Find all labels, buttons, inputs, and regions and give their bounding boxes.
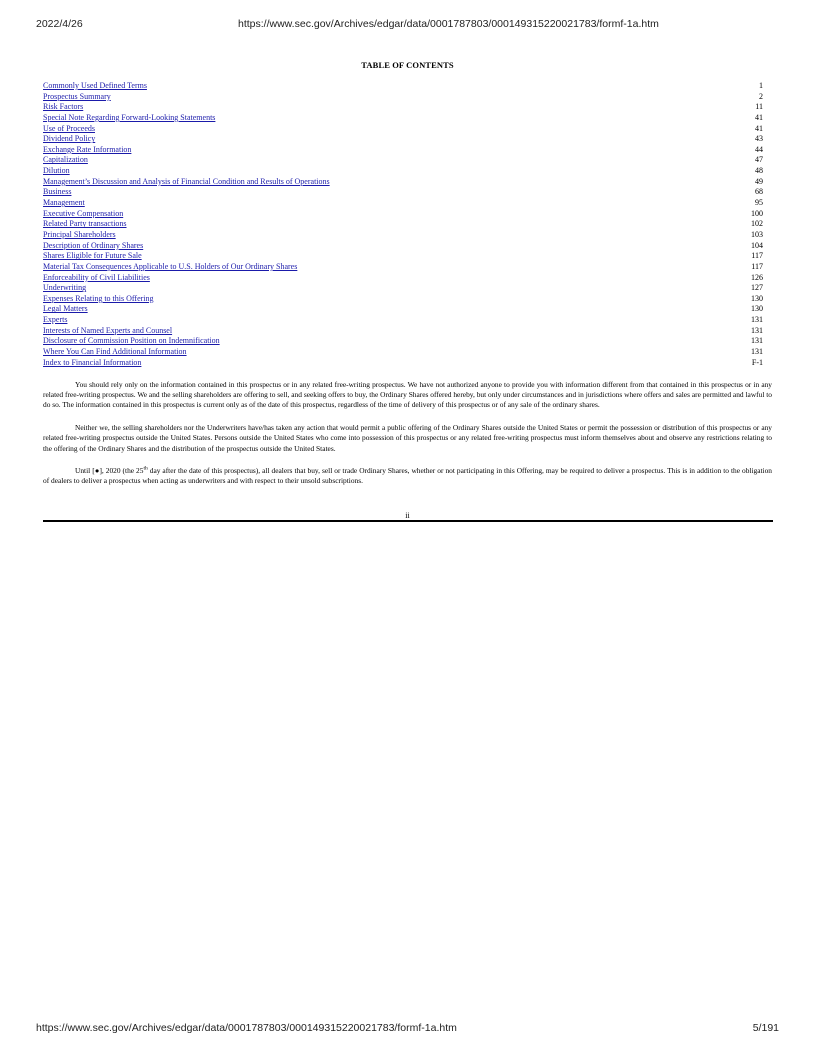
toc-entry bbox=[43, 251, 763, 262]
toc-link[interactable]: Management’s Discussion and Analysis of Financial Condition and Results of Operations bbox=[43, 176, 330, 186]
toc-entry bbox=[43, 134, 763, 145]
toc-entry bbox=[43, 294, 763, 305]
toc-page-number: 131 bbox=[751, 336, 763, 346]
body-text bbox=[43, 380, 772, 499]
paragraph-offering-restrictions: Neither we, the selling shareholders nor the Underwriters have/has taken any action that would permit a public offering of the Ordinary Shares outside the United States or permit the possession or distribution of this prospectus or any related free-writing prospectus outside the United States. Persons outside the United States who come into possession of this prospectus or any related free-writing prospectus must inform themselves about and observe any restrictions relating to the offering of the Ordinary Shares and the distribution of the prospectus outside the United States. bbox=[43, 423, 772, 453]
toc-link[interactable]: Underwriting bbox=[43, 283, 87, 293]
toc-entry bbox=[43, 283, 763, 294]
toc-page-number: 49 bbox=[755, 176, 763, 186]
toc-entry bbox=[43, 145, 763, 156]
toc-page-number: 1 bbox=[759, 81, 763, 90]
toc-entry bbox=[43, 92, 763, 103]
print-header bbox=[0, 18, 815, 32]
toc-entry bbox=[43, 273, 763, 284]
dealer-text-end: day after the date of this prospectus), all dealers that buy, sell or trade Ordinary Shares, whether or not participating in this Offering, may be required to deliver a prospectus. This is in addition to the obligation of dealers to deliver a prospectus when acting as underwriters and with respect to their unsold subscriptions. bbox=[43, 466, 772, 486]
paragraph-dealer-delivery bbox=[43, 466, 772, 486]
toc-entry bbox=[43, 198, 763, 209]
toc-page-number: 117 bbox=[751, 261, 763, 271]
toc-link[interactable]: Principal Shareholders bbox=[43, 229, 116, 239]
toc-page-number: 104 bbox=[751, 240, 763, 250]
toc-link[interactable]: Shares Eligible for Future Sale bbox=[43, 251, 142, 261]
toc-link[interactable]: Description of Ordinary Shares bbox=[43, 240, 144, 250]
toc-entry bbox=[43, 219, 763, 230]
toc-page-number: 131 bbox=[751, 315, 763, 325]
toc-entry bbox=[43, 155, 763, 166]
dealer-text-start: Until [●], 2020 (the 25 bbox=[75, 466, 144, 476]
toc-page-number: 41 bbox=[755, 123, 763, 133]
toc-entry bbox=[43, 347, 763, 358]
toc-link[interactable]: Disclosure of Commission Position on Indemnification bbox=[43, 336, 220, 346]
toc-entry bbox=[43, 81, 763, 92]
ordinal-suffix: th bbox=[143, 465, 148, 472]
toc-entry bbox=[43, 177, 763, 188]
toc-page-number: 68 bbox=[755, 187, 763, 197]
toc-entry bbox=[43, 315, 763, 326]
paragraph-reliance: You should rely only on the information contained in this prospectus or in any related free-writing prospectus. We have not authorized anyone to provide you with information different from that contained in this prospectus or in any related free-writing prospectus. We and the selling shareholders are offering to sell, and seeking offers to buy, the Ordinary Shares offered hereby, but only under circumstances and in jurisdictions where offers and sales are permitted and lawful to do so. The information contained in this prospectus is current only as of the date of this prospectus, regardless of the time of delivery of this prospectus or of any sale of the ordinary shares. bbox=[43, 380, 772, 410]
toc-link[interactable]: Capitalization bbox=[43, 155, 88, 165]
toc-link[interactable]: Business bbox=[43, 187, 72, 197]
toc-page-number: F-1 bbox=[751, 357, 763, 367]
toc-entry bbox=[43, 336, 763, 347]
toc-page-number: 102 bbox=[751, 219, 763, 229]
toc-link[interactable]: Legal Matters bbox=[43, 304, 88, 314]
toc-entry bbox=[43, 187, 763, 198]
toc-page-number: 103 bbox=[751, 229, 763, 239]
header-url: https://www.sec.gov/Archives/edgar/data/0001787803/000149315220021783/formf-1a.htm bbox=[238, 18, 659, 30]
toc-entry bbox=[43, 262, 763, 273]
toc-page-number: 11 bbox=[755, 102, 763, 112]
toc-link[interactable]: Executive Compensation bbox=[43, 208, 124, 218]
toc-link[interactable]: Where You Can Find Additional Information bbox=[43, 347, 187, 357]
toc-link[interactable]: Experts bbox=[43, 315, 68, 325]
toc-link[interactable]: Enforceability of Civil Liabilities bbox=[43, 272, 150, 282]
footer-url: https://www.sec.gov/Archives/edgar/data/0001787803/000149315220021783/formf-1a.htm bbox=[36, 1022, 457, 1034]
toc-link[interactable]: Exchange Rate Information bbox=[43, 144, 132, 154]
toc-link[interactable]: Related Party transactions bbox=[43, 219, 127, 229]
toc-page-number: 43 bbox=[755, 134, 763, 144]
toc-entry bbox=[43, 124, 763, 135]
toc-entry bbox=[43, 102, 763, 113]
print-date: 2022/4/26 bbox=[36, 18, 83, 30]
toc-page-number: 130 bbox=[751, 293, 763, 303]
toc-entry bbox=[43, 230, 763, 241]
page-divider bbox=[43, 520, 773, 522]
toc-entry bbox=[43, 209, 763, 220]
toc-page-number: 44 bbox=[755, 144, 763, 154]
print-page-count: 5/191 bbox=[752, 1022, 779, 1034]
toc-link[interactable]: Management bbox=[43, 198, 85, 208]
toc-entry bbox=[43, 113, 763, 124]
toc-entry bbox=[43, 326, 763, 337]
print-footer bbox=[0, 1022, 815, 1036]
toc-page-number: 95 bbox=[755, 198, 763, 208]
toc-page-number: 127 bbox=[751, 283, 763, 293]
toc-link[interactable]: Commonly Used Defined Terms bbox=[43, 81, 147, 90]
toc-page-number: 126 bbox=[751, 272, 763, 282]
toc-page-number: 100 bbox=[751, 208, 763, 218]
toc-link[interactable]: Material Tax Consequences Applicable to U.S. Holders of Our Ordinary Shares bbox=[43, 261, 298, 271]
toc-link[interactable]: Interests of Named Experts and Counsel bbox=[43, 325, 173, 335]
toc-entry bbox=[43, 304, 763, 315]
toc-link[interactable]: Special Note Regarding Forward-Looking Statements bbox=[43, 112, 216, 122]
toc-entry bbox=[43, 241, 763, 252]
page-number-roman: ii bbox=[405, 511, 410, 520]
toc-link[interactable]: Risk Factors bbox=[43, 102, 84, 112]
toc-page-number: 2 bbox=[759, 91, 763, 101]
toc-link[interactable]: Prospectus Summary bbox=[43, 91, 111, 101]
toc-link[interactable]: Dilution bbox=[43, 166, 70, 176]
toc-page-number: 48 bbox=[755, 166, 763, 176]
toc-page-number: 131 bbox=[751, 325, 763, 335]
toc-link[interactable]: Index to Financial Information bbox=[43, 357, 142, 367]
toc-page-number: 130 bbox=[751, 304, 763, 314]
toc-entry bbox=[43, 166, 763, 177]
toc-entry bbox=[43, 358, 763, 369]
toc-page-number: 47 bbox=[755, 155, 763, 165]
toc-page-number: 117 bbox=[751, 251, 763, 261]
toc-page-number: 41 bbox=[755, 112, 763, 122]
toc-link[interactable]: Expenses Relating to this Offering bbox=[43, 293, 154, 303]
toc-title: TABLE OF CONTENTS bbox=[361, 60, 454, 70]
table-of-contents bbox=[43, 81, 763, 368]
toc-link[interactable]: Use of Proceeds bbox=[43, 123, 95, 133]
toc-link[interactable]: Dividend Policy bbox=[43, 134, 96, 144]
toc-page-number: 131 bbox=[751, 347, 763, 357]
